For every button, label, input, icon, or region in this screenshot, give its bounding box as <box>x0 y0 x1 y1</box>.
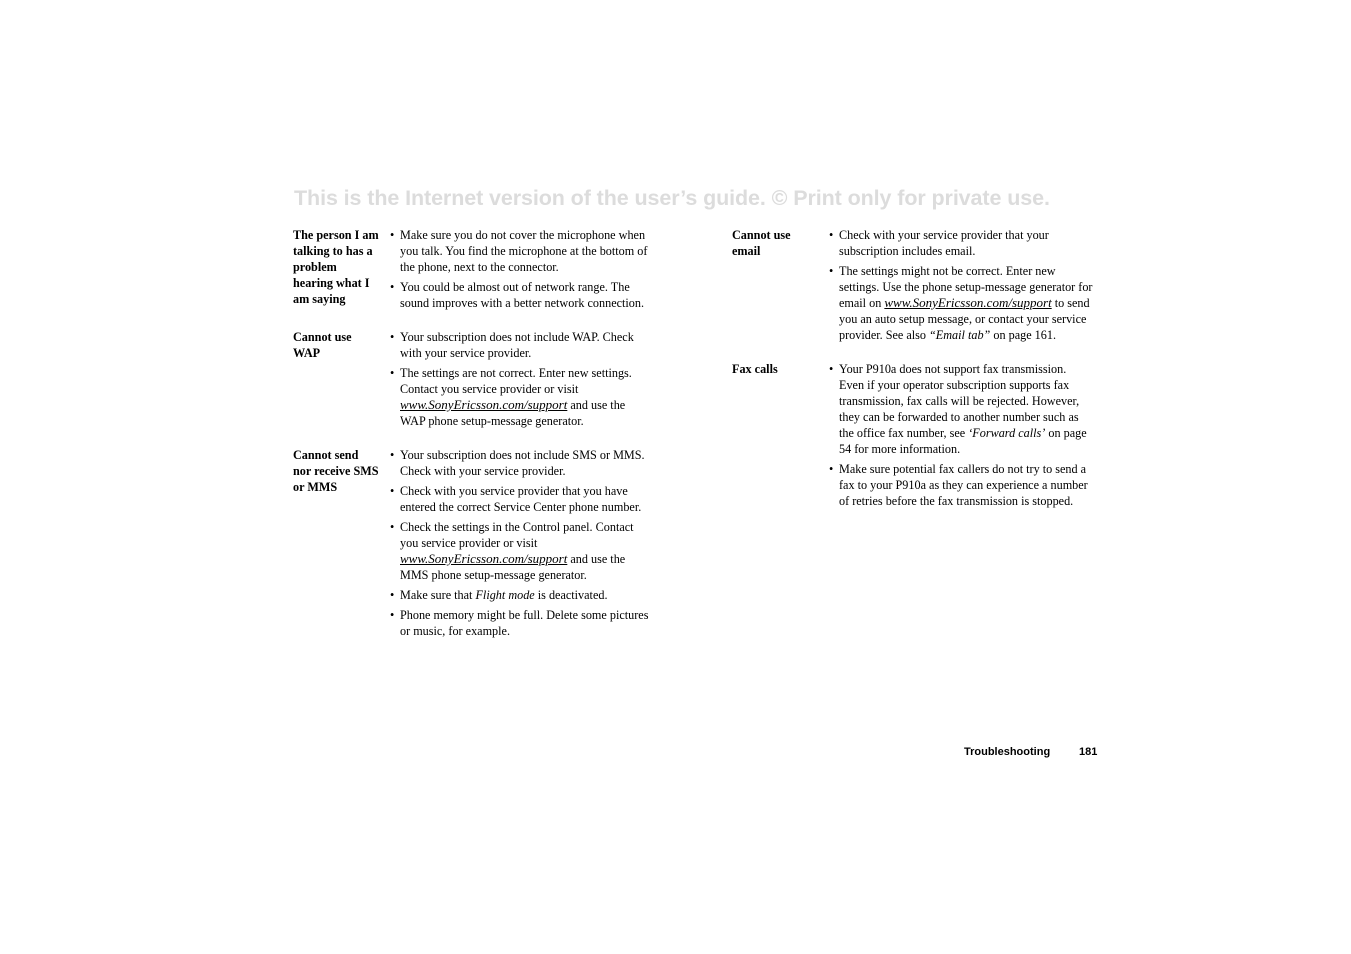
list-item-text: The settings might not be correct. Enter new settings. Use the phone setup-message generator for email on <box>839 264 1093 310</box>
list-item-text: Make sure potential fax callers do not try to send a fax to your P910a as they can experience a number of retries before the fax transmission is stopped. <box>839 462 1088 508</box>
list-item-text: The settings are not correct. Enter new settings. Contact you service provider or visit <box>400 366 632 396</box>
flight-mode-term: Flight mode <box>475 588 535 602</box>
email-tab-reference[interactable]: “Email tab” <box>929 328 991 342</box>
section-cannot-use-email <box>732 227 1094 343</box>
section-cannot-send-sms-mms <box>293 447 653 639</box>
bullet-mark: • <box>829 228 834 242</box>
footer-section-title: Troubleshooting <box>964 746 1051 758</box>
right-column <box>732 227 1094 527</box>
list-item <box>390 587 653 603</box>
list-item <box>390 227 653 275</box>
bullet-list <box>390 329 653 429</box>
list-item <box>829 361 1094 457</box>
bullet-mark: • <box>390 448 395 462</box>
support-link[interactable]: www.SonyEricsson.com/support <box>400 397 568 412</box>
list-item <box>390 365 653 429</box>
bullet-list <box>829 227 1094 343</box>
bullet-list <box>390 227 653 311</box>
bullet-mark: • <box>390 484 395 498</box>
list-item <box>829 227 1094 259</box>
list-item-text: Phone memory might be full. Delete some pictures or music, for example. <box>400 608 649 638</box>
section-hearing-problem <box>293 227 653 311</box>
bullet-mark: • <box>390 280 395 294</box>
section-fax-calls <box>732 361 1094 509</box>
section-heading: Cannot use WAP <box>293 330 352 360</box>
list-item <box>390 329 653 361</box>
list-item-text: Your P910a does not support fax transmission. Even if your operator subscription supports fax transmission, fax calls will be rejected. However, they can be forwarded to another number such as the office fax number, see <box>839 362 1080 440</box>
left-column <box>293 227 653 657</box>
list-item <box>390 279 653 311</box>
forward-calls-reference[interactable]: ‘Forward calls’ <box>968 426 1046 440</box>
list-item <box>390 607 653 639</box>
list-item-text: Your subscription does not include SMS or MMS. Check with your service provider. <box>400 448 645 478</box>
list-item-text: Check with your service provider that your subscription includes email. <box>839 228 1049 258</box>
bullet-mark: • <box>829 362 834 376</box>
list-item-text: Your subscription does not include WAP. Check with your service provider. <box>400 330 634 360</box>
bullet-mark: • <box>390 366 395 380</box>
section-heading: Cannot use email <box>732 228 791 258</box>
bullet-mark: • <box>390 330 395 344</box>
bullet-list <box>829 361 1094 509</box>
bullet-mark: • <box>829 264 834 278</box>
section-heading: Fax calls <box>732 362 778 376</box>
list-item-text: Check the settings in the Control panel. Contact you service provider or visit <box>400 520 634 550</box>
bullet-mark: • <box>829 462 834 476</box>
list-item-text: is deactivated. <box>534 588 608 602</box>
list-item <box>390 447 653 479</box>
list-item-text: and use the MMS phone setup-message generator. <box>400 552 626 582</box>
list-item-text: You could be almost out of network range. The sound improves with a better network connection. <box>400 280 645 310</box>
list-item-text: to send you an auto setup message, or contact your service provider. See also <box>839 296 1090 342</box>
section-heading: Cannot send nor receive SMS or MMS <box>293 448 379 494</box>
list-item-text: on page 54 for more information. <box>839 426 1087 456</box>
watermark-text: This is the Internet version of the user’s guide. © Print only for private use. <box>294 186 1050 210</box>
section-heading: The person I am talking to has a problem hearing what I am saying <box>293 228 379 306</box>
list-item-text: and use the WAP phone setup-message generator. <box>400 398 626 428</box>
list-item <box>829 461 1094 509</box>
list-item-text: Make sure you do not cover the microphone when you talk. You find the microphone at the bottom of the phone, next to the connector. <box>400 228 648 274</box>
bullet-mark: • <box>390 520 395 534</box>
list-item <box>829 263 1094 343</box>
list-item <box>390 519 653 583</box>
support-link[interactable]: www.SonyEricsson.com/support <box>400 551 568 566</box>
list-item-text: on page 161. <box>990 328 1056 342</box>
list-item <box>390 483 653 515</box>
section-cannot-use-wap <box>293 329 653 429</box>
bullet-mark: • <box>390 228 395 242</box>
bullet-mark: • <box>390 608 395 622</box>
bullet-list <box>390 447 653 639</box>
list-item-text: Check with you service provider that you have entered the correct Service Center phone number. <box>400 484 642 514</box>
page-number: 181 <box>1079 746 1098 758</box>
support-link[interactable]: www.SonyEricsson.com/support <box>884 295 1052 310</box>
bullet-mark: • <box>390 588 395 602</box>
list-item-text: Make sure that <box>400 588 476 602</box>
